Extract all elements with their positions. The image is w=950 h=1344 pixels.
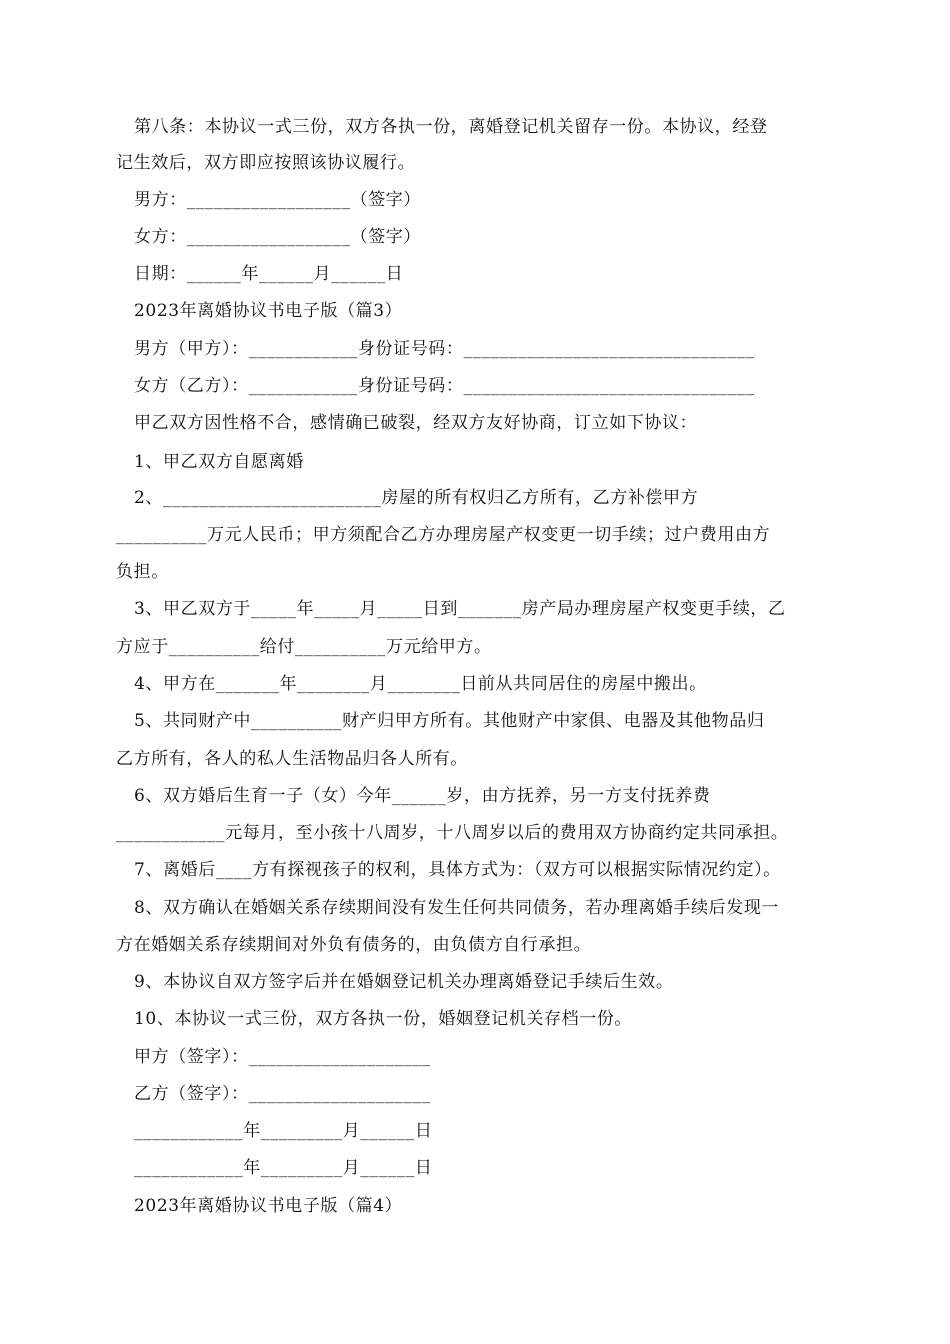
clause-8-line-1: 8、双方确认在婚姻关系存续期间没有发生任何共同债务，若办理离婚手续后发现一 <box>134 898 780 918</box>
clause-9: 9、本协议自双方签字后并在婚姻登记机关办理离婚登记手续后生效。 <box>134 972 674 992</box>
party-a-id-line: 男方（甲方）：____________身份证号码：________________________________ <box>134 339 755 359</box>
clause-2-line-2: __________万元人民币；甲方须配合乙方办理房屋产权变更一切手续；过户费用由方 <box>116 525 771 545</box>
clause-2-line-3: 负担。 <box>116 562 169 582</box>
section-heading-4: 2023年离婚协议书电子版（篇4） <box>134 1196 403 1216</box>
clause-8-line-2: 方在婚姻关系存续期间对外负有债务的，由负债方自行承担。 <box>116 935 592 955</box>
clause-5-line-2: 乙方所有，各人的私人生活物品归各人所有。 <box>116 749 468 769</box>
section-heading-3: 2023年离婚协议书电子版（篇3） <box>134 301 403 321</box>
article-8-line-2: 记生效后，双方即应按照该协议履行。 <box>116 153 416 173</box>
signature-date-line-1: ____________年_________月______日 <box>134 1121 433 1141</box>
clause-10: 10、本协议一式三份，双方各执一份，婚姻登记机关存档一份。 <box>134 1009 633 1029</box>
party-b-id-line: 女方（乙方）：____________身份证号码：________________________________ <box>134 376 755 396</box>
clause-6-line-2: ____________元每月，至小孩十八周岁，十八周岁以后的费用双方协商约定共同承担。 <box>116 823 789 843</box>
date-line: 日期：______年______月______日 <box>134 264 404 284</box>
clause-7: 7、离婚后____方有探视孩子的权利，具体方式为：（双方可以根据实际情况约定）。 <box>134 860 781 880</box>
party-b-signature-line: 乙方（签字）：____________________ <box>134 1084 431 1104</box>
clause-5-line-1: 5、共同财产中__________财产归甲方所有。其他财产中家俱、电器及其他物品归 <box>134 711 765 731</box>
clause-1: 1、甲乙双方自愿离婚 <box>134 452 304 472</box>
wife-signature-line: 女方：__________________（签字） <box>134 227 421 247</box>
clause-6-line-1: 6、双方婚后生育一子（女）今年______岁，由方抚养，另一方支付抚养费 <box>134 786 711 806</box>
clause-3-line-2: 方应于__________给付__________万元给甲方。 <box>116 637 492 657</box>
clause-2-line-1: 2、________________________房屋的所有权归乙方所有，乙方补偿甲方 <box>134 488 699 508</box>
signature-date-line-2: ____________年_________月______日 <box>134 1158 433 1178</box>
party-a-signature-line: 甲方（签字）：____________________ <box>134 1047 431 1067</box>
clause-3-line-1: 3、甲乙双方于_____年_____月_____日到_______房产局办理房屋产权变更手续，乙 <box>134 599 786 619</box>
intro-paragraph: 甲乙双方因性格不合，感情确已破裂，经双方友好协商，订立如下协议： <box>134 413 698 433</box>
clause-4: 4、甲方在_______年________月________日前从共同居住的房屋中搬出。 <box>134 674 707 694</box>
husband-signature-line: 男方：__________________（签字） <box>134 190 421 210</box>
article-8-line-1: 第八条：本协议一式三份，双方各执一份，离婚登记机关留存一份。本协议，经登 <box>134 117 768 137</box>
